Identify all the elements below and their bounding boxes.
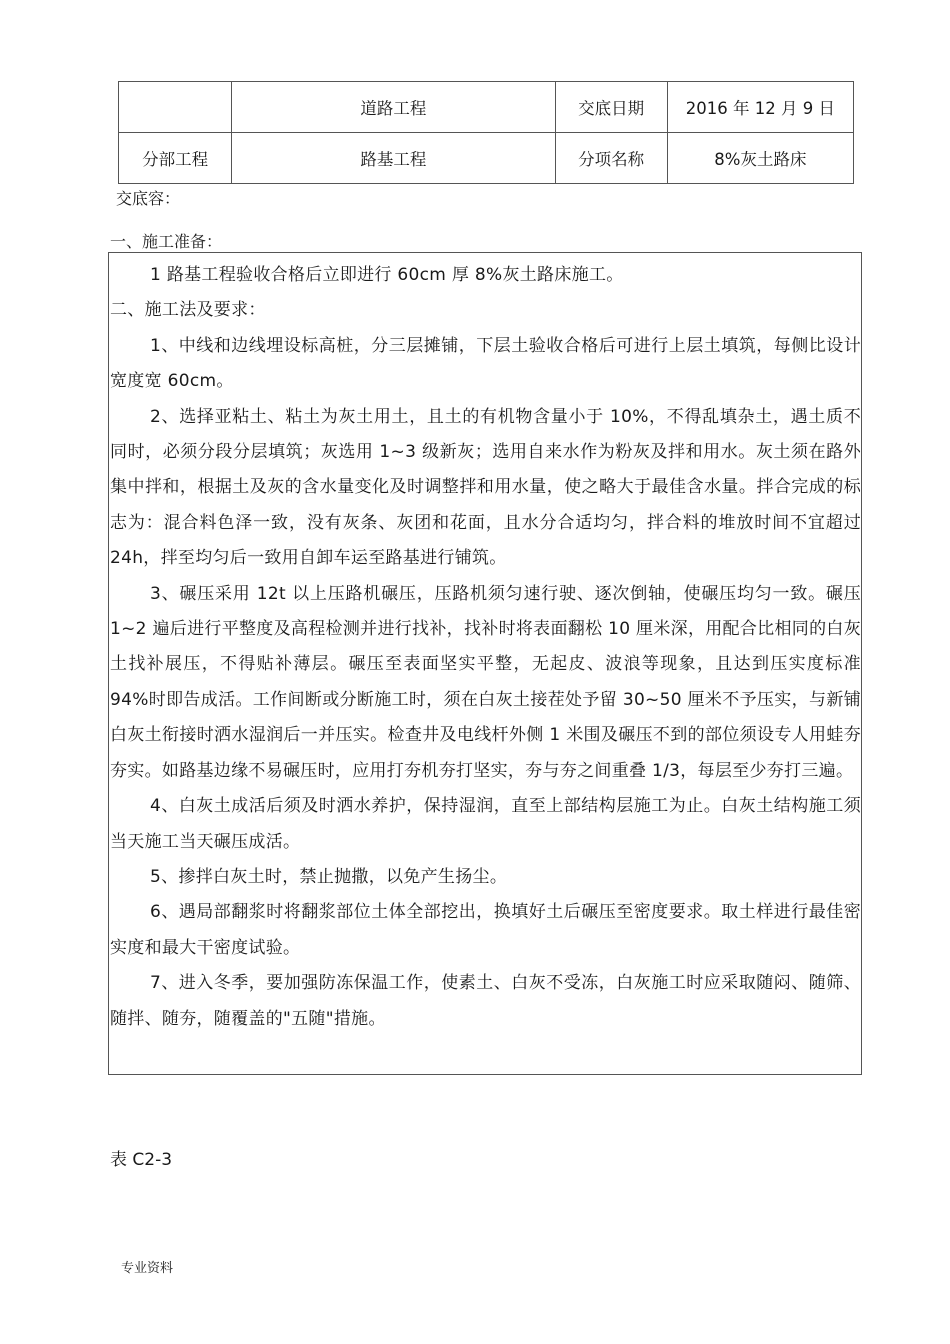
paragraph: 4、白灰土成活后须及时洒水养护，保持湿润，直至上部结构层施工为止。白灰土结构施工须当天施工当天碾压成活。 bbox=[110, 796, 861, 852]
content-box bbox=[108, 252, 862, 1075]
footer-text: 专业资料 bbox=[121, 1261, 174, 1276]
section-title: 一、施工准备： bbox=[110, 232, 223, 251]
paragraph: 6、遇局部翻浆时将翻浆部位土体全部挖出，换填好土后碾压至密度要求。取土样进行最佳密实度和最大干密度试验。 bbox=[110, 902, 861, 958]
project-label-cell bbox=[119, 82, 232, 133]
paragraph: 1、中线和边线埋设标高桩，分三层摊铺，下层土验收合格后可进行上层土填筑，每侧比设计宽度宽 60cm。 bbox=[110, 335, 861, 392]
date-value-cell: 2016 年 12 月 9 日 bbox=[667, 82, 853, 133]
paragraph: 3、碾压采用 12t 以上压路机碾压，压路机须匀速行驶、逐次倒轴，使碾压均匀一致。碾压 1~2 遍后进行平整度及高程检测并进行找补，找补时将表面翻松 10 厘米深，用配合比相同的白灰土找补展压，不得贴补薄层。碾压至表面坚实平整，无起皮、波浪等现象，且达到压实度标准 94%时即告成活。工作间断或分断施工时，须在白灰土接茬处予留 30~50 厘米不予压实，与新铺白灰土衔接时洒水湿润后一并压实。检查井及电线杆外侧 1 米围及碾压不到的部位须设专人用蛙夯夯实。如路基边缘不易碾压时，应用打夯机夯打坚实，夯与夯之间重叠 1/3，每层至少夯打三遍。 bbox=[110, 583, 861, 781]
section-heading: 二、施工法及要求： bbox=[110, 300, 266, 321]
table-row bbox=[119, 133, 854, 184]
header-table bbox=[118, 81, 854, 184]
paragraph: 5、掺拌白灰土时，禁止抛撒，以免产生扬尘。 bbox=[150, 866, 508, 887]
item-value-cell: 8%灰土路床 bbox=[667, 133, 853, 184]
item-label-cell: 分项名称 bbox=[555, 133, 667, 184]
date-label-cell: 交底日期 bbox=[555, 82, 667, 133]
table-row bbox=[119, 82, 854, 133]
table-reference: 表 C2-3 bbox=[110, 1150, 173, 1170]
paragraph: 1 路基工程验收合格后立即进行 60cm 厚 8%灰土路床施工。 bbox=[150, 265, 624, 285]
project-name-cell: 道路工程 bbox=[232, 82, 555, 133]
paragraph: 2、选择亚粘土、粘土为灰土用土，且土的有机物含量小于 10%，不得乱填杂土，遇土质不同时，必须分段分层填筑；灰选用 1~3 级新灰；选用自来水作为粉灰及拌和用水。灰土须在路外集中拌和，根据土及灰的含水量变化及时调整拌和用水量，使之略大于最佳含水量。拌合完成的标志为：混合料色泽一致，没有灰条、灰团和花面，且水分合适均匀，拌合料的堆放时间不宜超过 24h，拌至均匀后一致用自卸车运至路基进行铺筑。 bbox=[110, 406, 861, 569]
division-label-cell: 分部工程 bbox=[119, 133, 232, 184]
paragraph: 7、进入冬季，要加强防冻保温工作，使素土、白灰不受冻，白灰施工时应采取随闷、随筛、随拌、随夯，随覆盖的"五随"措施。 bbox=[110, 973, 861, 1029]
intro-label: 交底容： bbox=[116, 189, 181, 208]
division-value-cell: 路基工程 bbox=[232, 133, 555, 184]
